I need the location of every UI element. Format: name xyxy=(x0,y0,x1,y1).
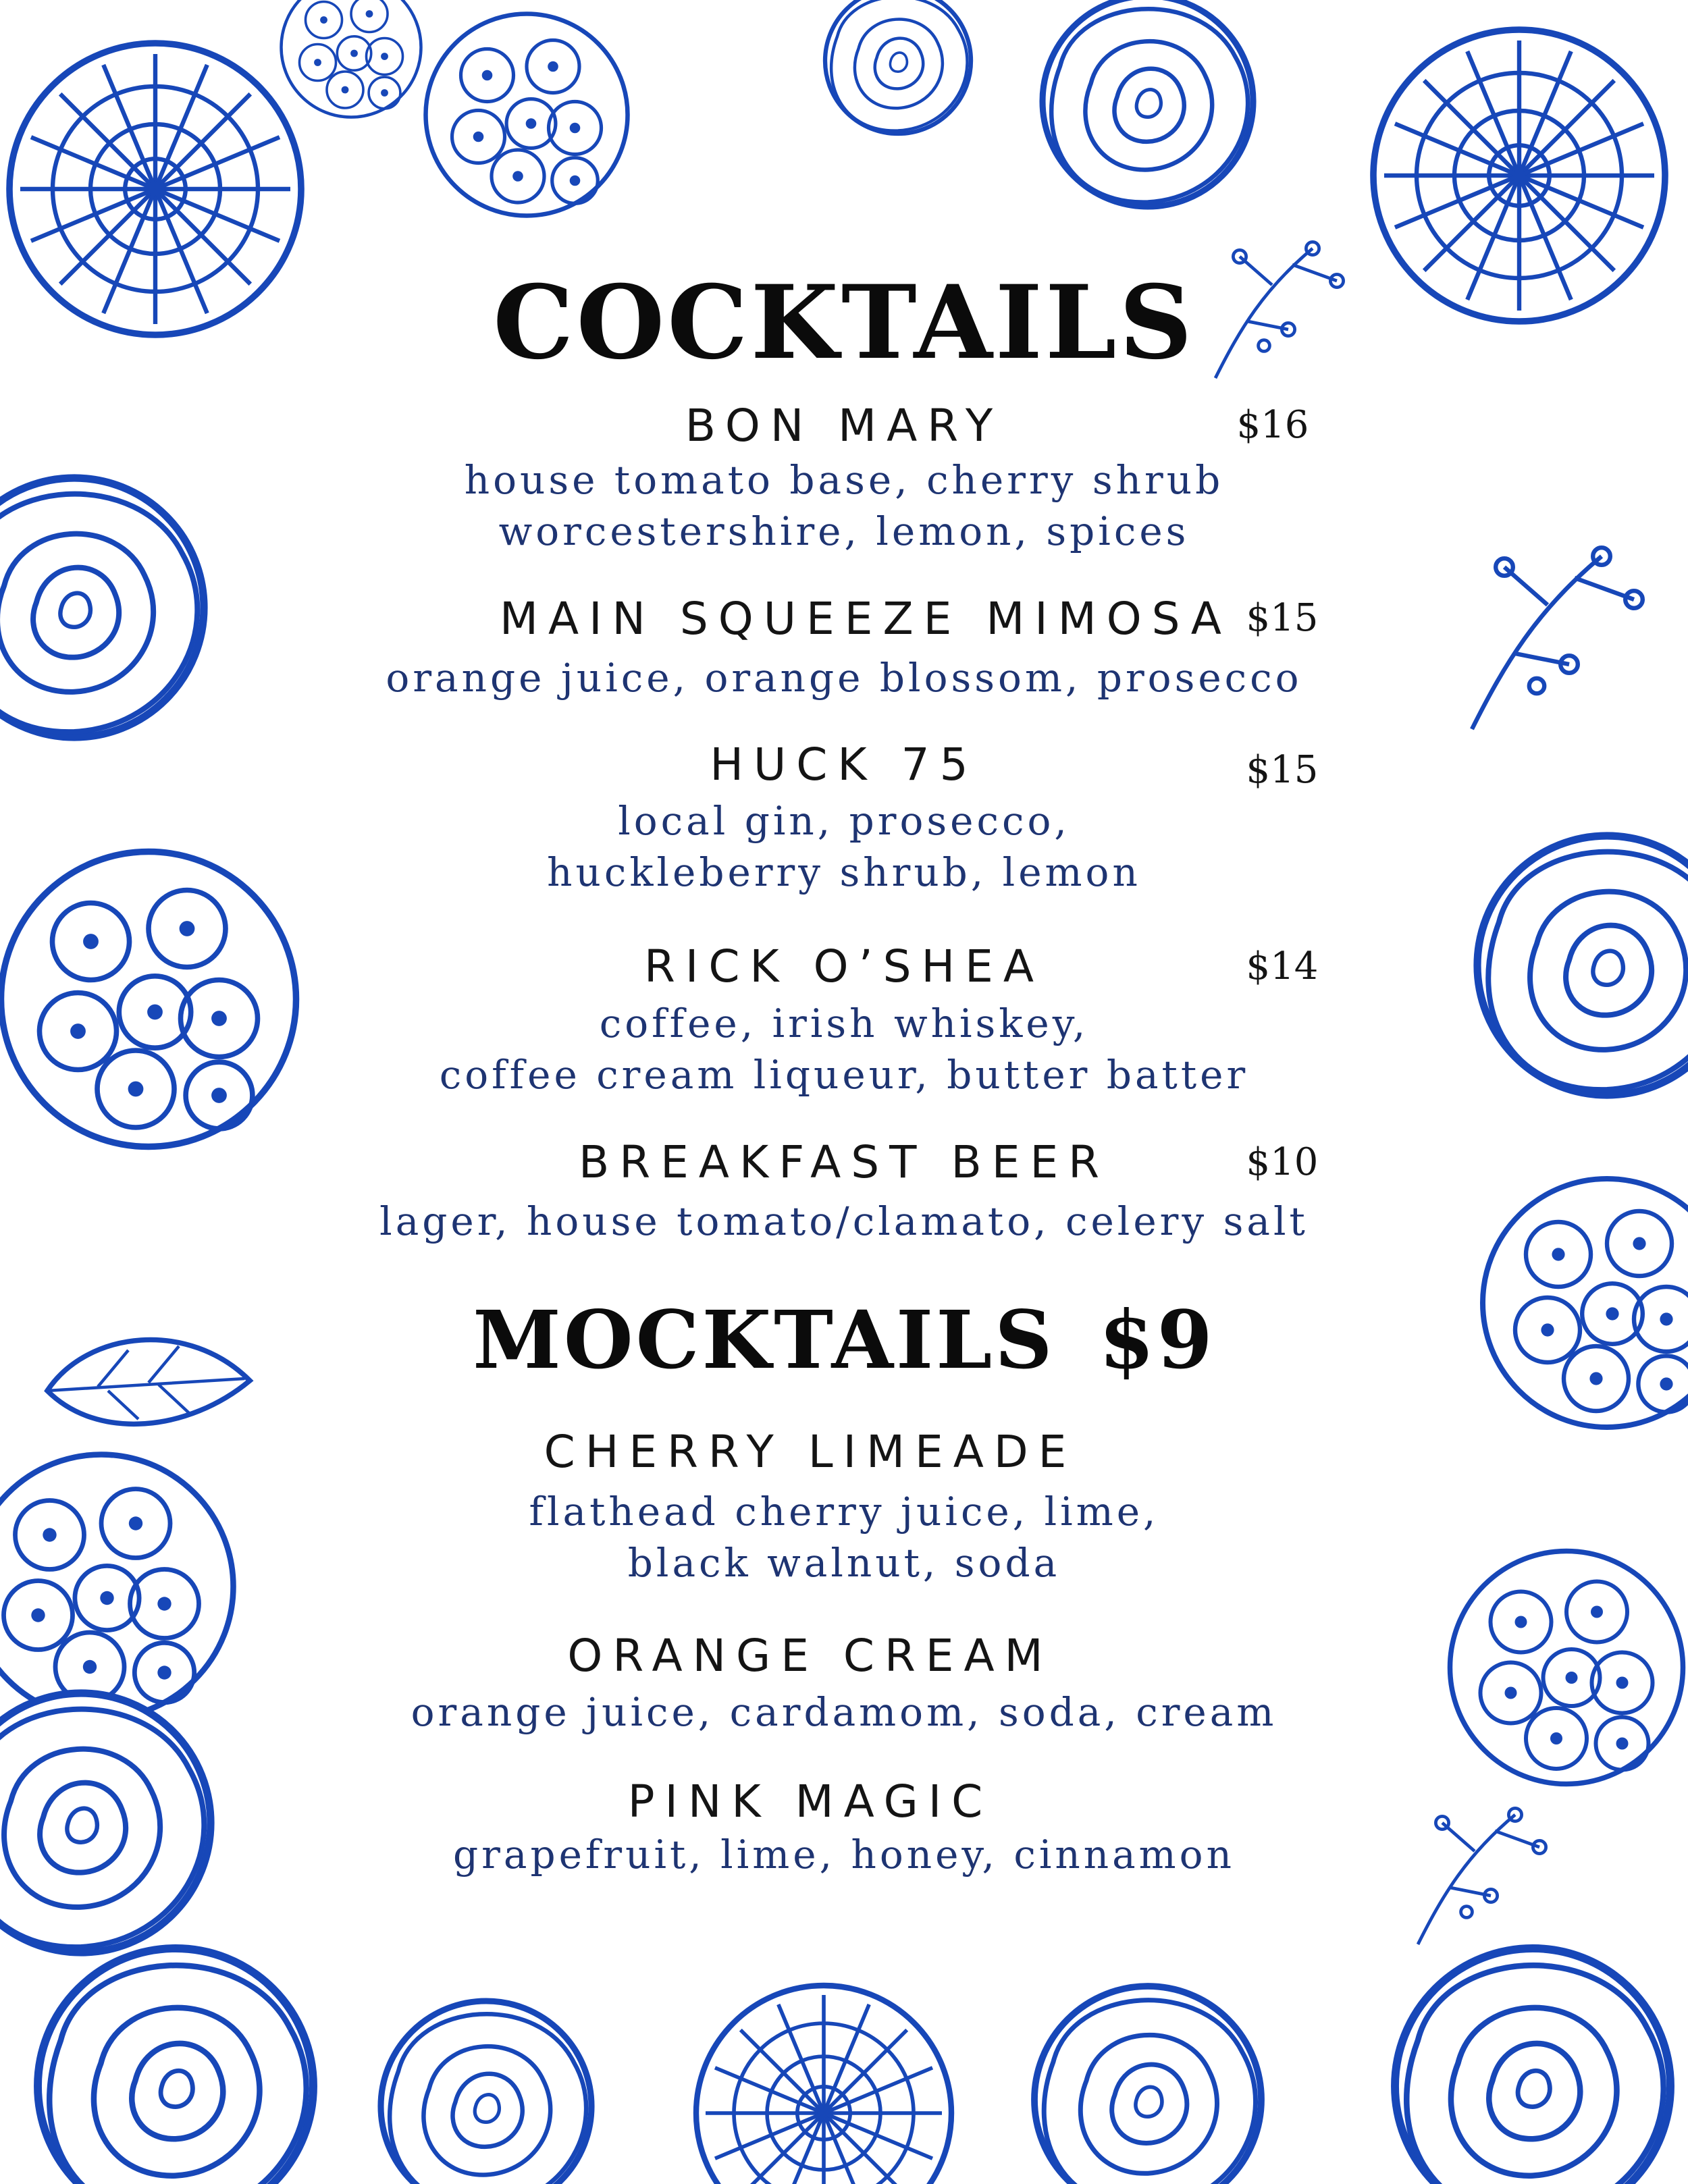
item-description-line: flathead cherry juice, lime, xyxy=(529,1489,1159,1535)
item-name: RICK O’SHEA xyxy=(644,940,1044,992)
item-name: PINK MAGIC xyxy=(627,1776,993,1828)
item-description-line: huckleberry shrub, lemon xyxy=(547,849,1141,895)
item-name: BREAKFAST BEER xyxy=(578,1136,1110,1188)
item-description-line: orange juice, cardamom, soda, cream xyxy=(411,1689,1277,1735)
item-name: MAIN SQUEEZE MIMOSA xyxy=(500,593,1232,645)
cocktails-title: COCKTAILS xyxy=(493,263,1195,382)
item-price: $15 xyxy=(1246,596,1319,640)
item-name: BON MARY xyxy=(685,400,1003,452)
item-name: CHERRY LIMEADE xyxy=(544,1426,1077,1478)
mocktails-title: MOCKTAILS $9 xyxy=(473,1293,1215,1387)
item-description-line: grapefruit, lime, honey, cinnamon xyxy=(453,1832,1235,1877)
item-price: $16 xyxy=(1236,403,1309,447)
item-name: ORANGE CREAM xyxy=(567,1630,1053,1682)
item-description-line: lager, house tomato/clamato, celery salt xyxy=(379,1198,1309,1244)
item-description-line: coffee, irish whiskey, xyxy=(599,1001,1089,1046)
item-price: $10 xyxy=(1246,1140,1319,1184)
item-description-line: house tomato base, cherry shrub xyxy=(464,457,1224,503)
item-description-line: orange juice, orange blossom, prosecco xyxy=(386,655,1302,701)
item-description-line: local gin, prosecco, xyxy=(618,798,1070,844)
item-price: $14 xyxy=(1246,944,1319,988)
item-price: $15 xyxy=(1246,748,1319,792)
item-name: HUCK 75 xyxy=(710,739,978,791)
item-description-line: worcestershire, lemon, spices xyxy=(498,508,1190,554)
item-description-line: coffee cream liqueur, butter batter xyxy=(439,1052,1249,1098)
item-description-line: black walnut, soda xyxy=(627,1540,1061,1586)
